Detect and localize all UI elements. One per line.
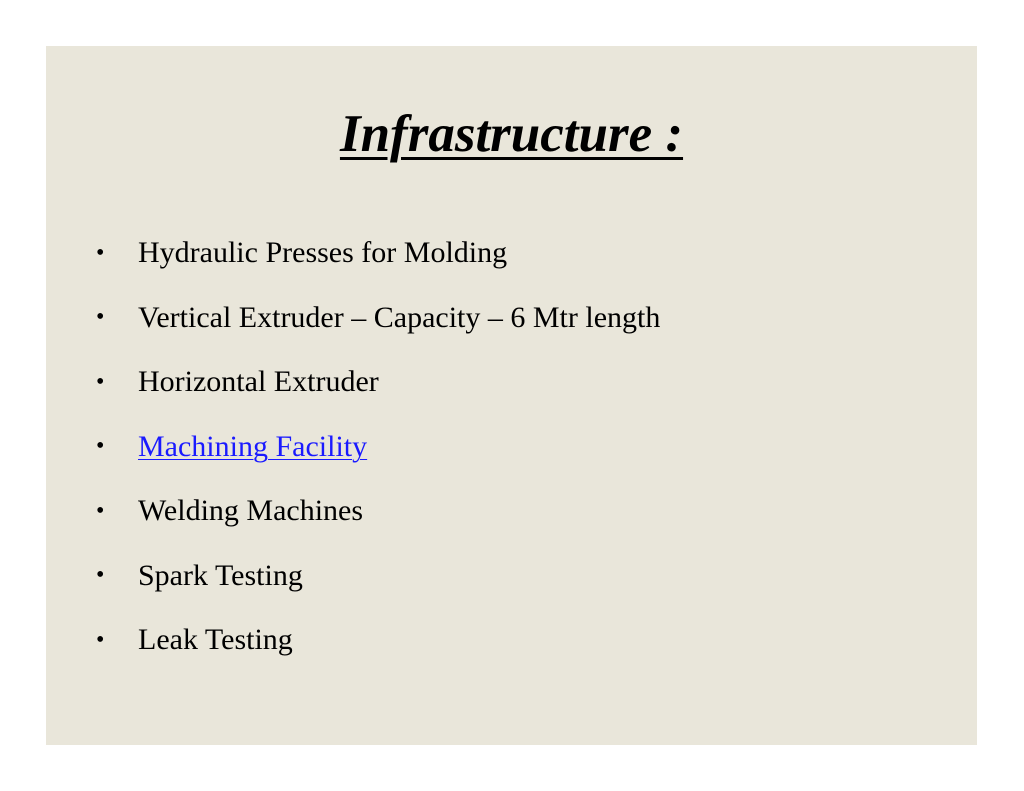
bullet-text-horizontal-extruder: Horizontal Extruder bbox=[138, 365, 379, 399]
machining-facility-link[interactable]: Machining Facility bbox=[138, 429, 368, 463]
bullet-text-welding-machines: Welding Machines bbox=[138, 494, 364, 528]
list-item bbox=[96, 221, 660, 286]
list-item bbox=[96, 286, 660, 351]
slide-title: Infrastructure : bbox=[339, 105, 684, 163]
bullet-text-spark-testing: Spark Testing bbox=[138, 558, 303, 592]
slide bbox=[46, 46, 977, 745]
bullet-icon: • bbox=[96, 497, 105, 524]
list-item bbox=[96, 350, 660, 415]
bullet-icon: • bbox=[96, 626, 105, 653]
bullet-text-hydraulic-presses: Hydraulic Presses for Molding bbox=[138, 236, 508, 270]
list-item bbox=[96, 479, 660, 544]
list-item bbox=[96, 544, 660, 609]
bullet-icon: • bbox=[96, 433, 105, 460]
bullet-list bbox=[96, 221, 660, 673]
list-item bbox=[96, 415, 660, 480]
bullet-icon: • bbox=[96, 562, 105, 589]
bullet-icon: • bbox=[96, 304, 105, 331]
bullet-icon: • bbox=[96, 239, 105, 266]
list-item bbox=[96, 608, 660, 673]
bullet-text-leak-testing: Leak Testing bbox=[138, 623, 293, 657]
bullet-icon: • bbox=[96, 368, 105, 395]
bullet-text-vertical-extruder: Vertical Extruder – Capacity – 6 Mtr length bbox=[138, 300, 661, 334]
